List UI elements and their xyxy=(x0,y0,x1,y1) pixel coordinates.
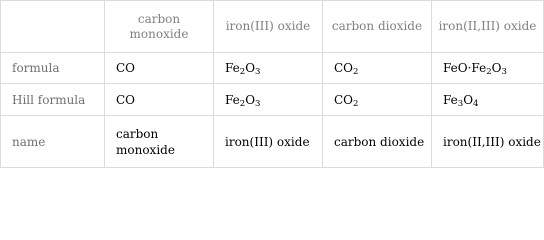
cell-text: $CO_2$ xyxy=(334,61,359,77)
column-header-carbon-monoxide: carbon monoxide xyxy=(105,1,214,53)
cell-text: carbon dioxide xyxy=(334,134,425,149)
formula-cell xyxy=(323,53,432,84)
name-cell xyxy=(105,116,214,168)
cell-text: CO xyxy=(116,61,136,75)
name-row xyxy=(1,116,544,168)
formula-cell xyxy=(214,53,323,84)
formula-row xyxy=(1,53,544,84)
cell-text: carbon monoxide xyxy=(116,126,175,157)
row-label-name: name xyxy=(1,116,105,168)
name-cell xyxy=(432,116,544,168)
cell-text: $Fe_2O_3$ xyxy=(225,61,261,77)
row-label-hill-formula: Hill formula xyxy=(1,84,105,116)
formula-cell xyxy=(105,53,214,84)
cell-text: $Fe_3O_4$ xyxy=(443,92,479,109)
cell-text: iron(III) oxide xyxy=(225,134,310,149)
name-cell xyxy=(323,116,432,168)
column-header-iron-ii-iii-oxide: iron(II,III) oxide xyxy=(432,1,544,53)
name-cell xyxy=(214,116,323,168)
column-header-iron-iii-oxide: iron(III) oxide xyxy=(214,1,323,53)
row-label-formula: formula xyxy=(1,53,105,84)
hill-formula-row xyxy=(1,84,544,116)
cell-text: $Fe_2O_3$ xyxy=(225,92,261,109)
hill-formula-cell xyxy=(323,84,432,116)
corner-cell xyxy=(1,1,105,53)
formula-cell xyxy=(432,53,544,84)
hill-formula-cell xyxy=(214,84,323,116)
header-row xyxy=(1,1,544,53)
cell-text: iron(II,III) oxide xyxy=(443,134,541,149)
hill-formula-cell xyxy=(105,84,214,116)
cell-text: CO xyxy=(116,92,136,107)
cell-text: $FeO\cdot Fe_2O_3$ xyxy=(443,61,507,77)
hill-formula-cell xyxy=(432,84,544,116)
cell-text: $CO_2$ xyxy=(334,92,359,109)
column-header-carbon-dioxide: carbon dioxide xyxy=(323,1,432,53)
